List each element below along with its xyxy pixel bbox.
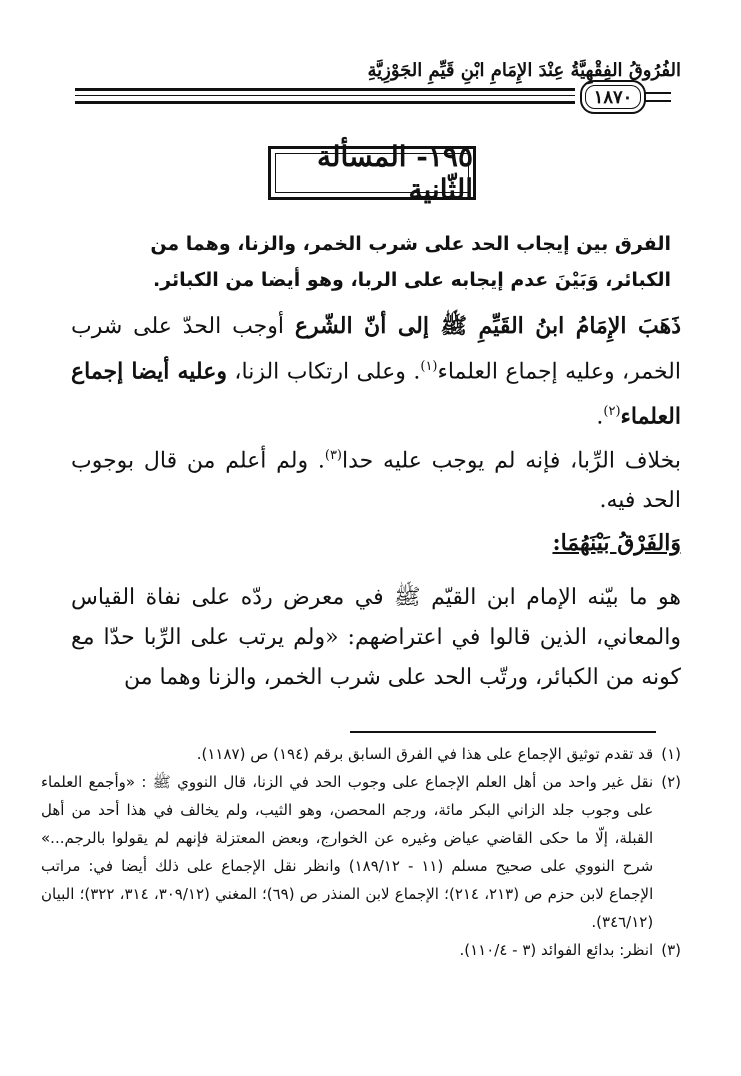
footnotes bbox=[41, 740, 681, 964]
footnote-text: انظر: بدائع الفوائد (٣ - ١١٠/٤). bbox=[459, 941, 654, 959]
paragraph-1-bold: وعليه أيضا إجماع العلماء bbox=[71, 358, 681, 430]
header-rule-top bbox=[75, 88, 575, 91]
paragraph-1-text: أوجب الحدّ على شرب الخمر، وعليه إجماع العلماء bbox=[71, 314, 681, 385]
paragraph-3: هو ما بيّنه الإمام ابن القيّم ﷺ في معرض ردّه على نفاة القياس والمعاني، الذين قالوا في اعتراضهم: «ولم يرتب على الرِّبا حدّا مع كونه من الكبائر، ورتّب الحد على شرب الخمر، والزنا وهما من bbox=[71, 585, 681, 690]
header-tail-rule bbox=[645, 100, 671, 102]
footnote-number: (٣) bbox=[661, 941, 681, 959]
difference-subheading: وَالفَرْقُ بَيْنَهُمَا: bbox=[552, 530, 681, 556]
footnote-text: نقل غير واحد من أهل العلم الإجماع على وجوب الحد في الزنا، قال النووي ﷺ : «وأجمع العلماء على وجوب جلد الزاني البكر مائة، ورجم المحصن، وهو الثيب، ولم يخالف في هذا أحد من أهل القبلة، إلّا ما حكى القاضي عياض وغيره عن الخوارج، وبعض المعتزلة فإنهم لم يقولوا بالرجم...» شرح النووي على صحيح مسلم (١١ - ١٨٩/١٢) وانظر نقل الإجماع على ذلك أيضا في: مراتب الإجماع لابن حزم ص (٢١٣، ٢١٤)؛ الإجماع لابن المنذر ص (٦٩)؛ المغني (٣٠٩/١٢، ٣١٤، ٣٢٢)؛ البيان (٣٤٦/١٢). bbox=[41, 773, 654, 931]
footnote-number: (٢) bbox=[661, 773, 681, 791]
header-tail-rule bbox=[645, 92, 671, 94]
footnote-ref-1: (١) bbox=[420, 359, 438, 374]
footnote-item bbox=[41, 936, 681, 964]
paragraph-2-end: . ولم أعلم من قال بوجوب الحد فيه. bbox=[71, 448, 681, 514]
paragraph-1-end: . bbox=[596, 404, 604, 430]
footnote-ref-3: (٣) bbox=[324, 448, 342, 463]
header-rule-bottom bbox=[75, 101, 575, 104]
running-title: الفُرُوقُ الفِقْهِيَّةُ عِنْدَ الإِمَامِ ابْنِ قَيِّمِ الجَوْزِيَّةِ bbox=[367, 60, 681, 81]
header-rule-middle bbox=[75, 95, 575, 96]
footnote-separator bbox=[350, 731, 656, 733]
footnote-item bbox=[41, 740, 681, 768]
paragraph-2 bbox=[71, 436, 681, 521]
section-subheading: الفرق بين إيجاب الحد على شرب الخمر، والزنا، وهما من الكبائر، وَبَيْنَ عدم إيجابه على الربا، وهو أيضا من الكبائر. bbox=[150, 233, 671, 291]
paragraph-1 bbox=[71, 306, 681, 438]
footnote-text: قد تقدم توثيق الإجماع على هذا في الفرق السابق برقم (١٩٤) ص (١١٨٧). bbox=[196, 745, 654, 763]
page-number: ١٨٧٠ bbox=[580, 80, 646, 114]
paragraph-2-text: بخلاف الرِّبا، فإنه لم يوجب عليه حدا bbox=[342, 448, 682, 474]
footnote-ref-2: (٢) bbox=[603, 404, 621, 420]
section-title: ١٩٥- المسألة الثّانية bbox=[316, 140, 473, 206]
footnote-number: (١) bbox=[661, 745, 681, 763]
section-title-frame bbox=[268, 140, 476, 206]
paragraph-1-mid: . وعلى ارتكاب الزنا، bbox=[226, 359, 421, 385]
footnote-item bbox=[41, 768, 681, 936]
paragraph-1-lead: ذَهَبَ الإِمَامُ ابنُ القَيِّمِ ﷺ إلى أنّ الشّرع bbox=[294, 313, 681, 339]
